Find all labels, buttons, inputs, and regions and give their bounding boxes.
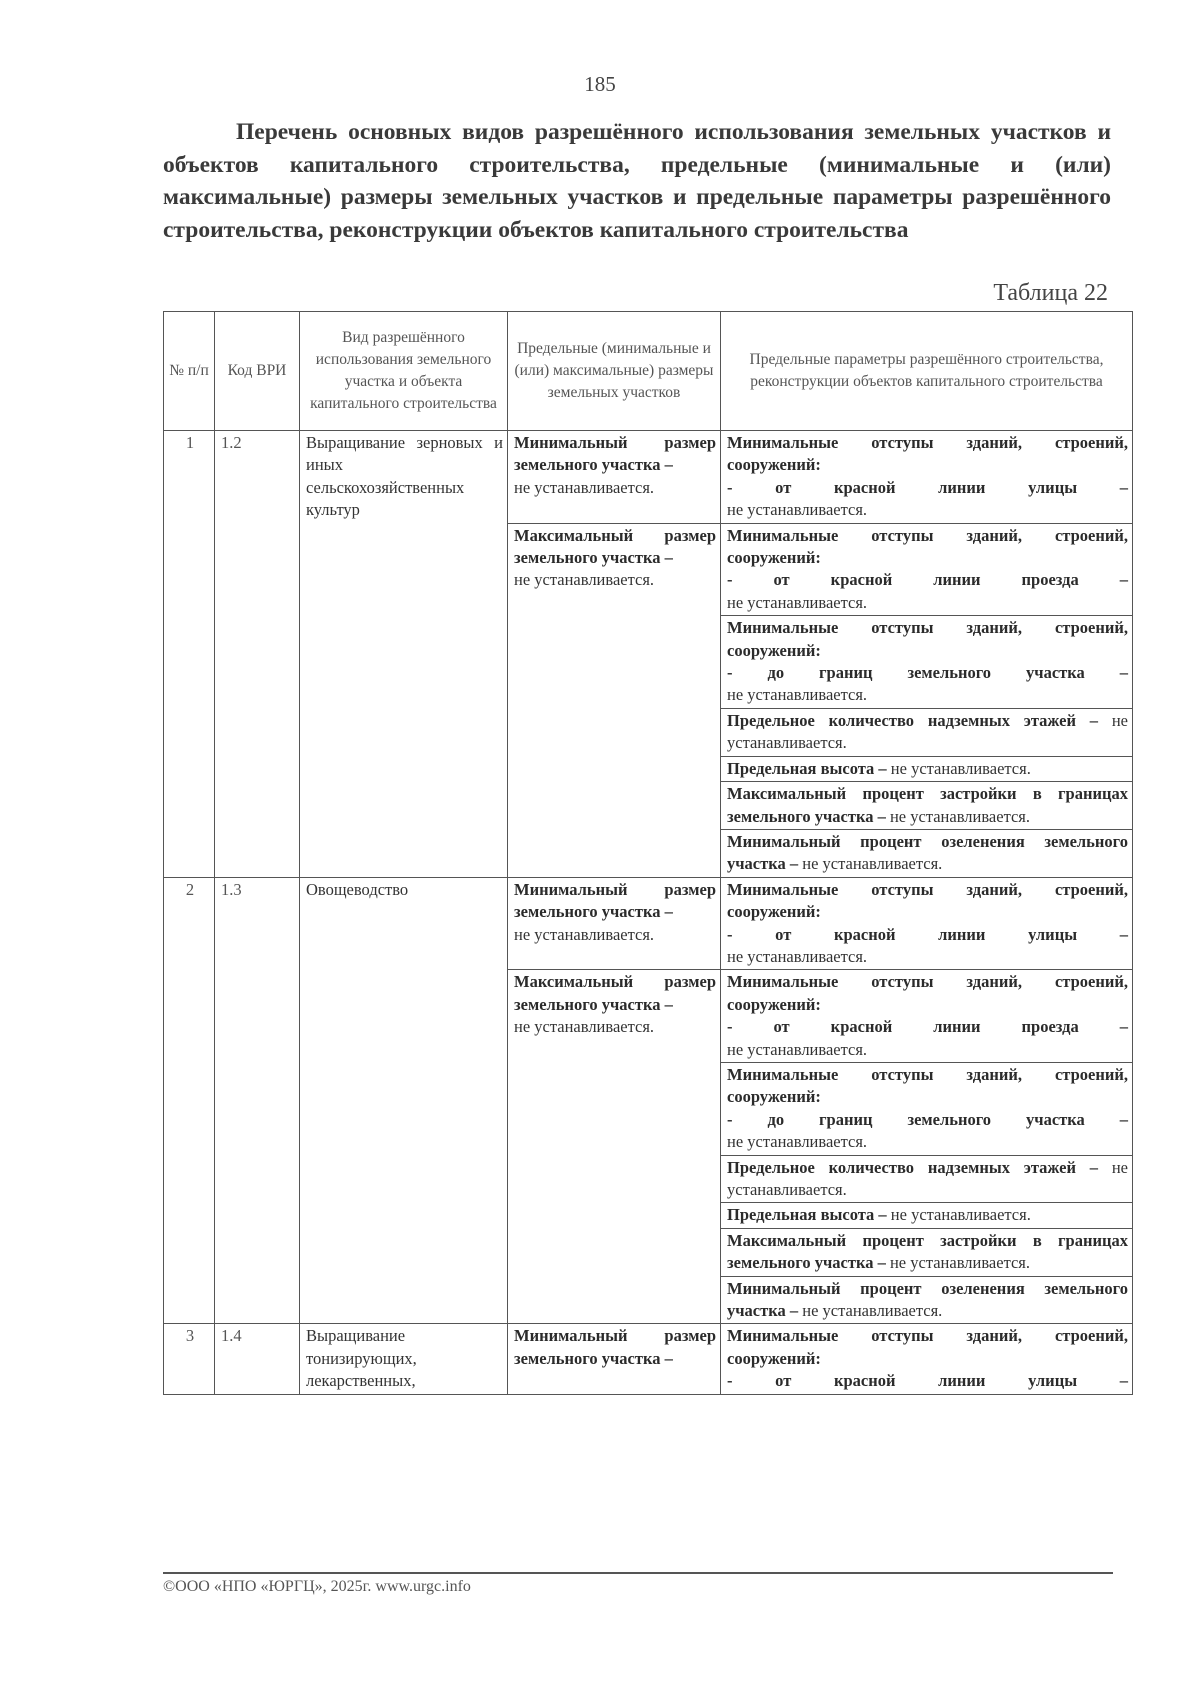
footer-divider [163,1572,1113,1574]
param-item: - от красной линии улицы – [727,477,1128,497]
row-number: 3 [164,1324,215,1394]
param-cell [721,1155,1133,1203]
param-cell [721,970,1133,1063]
param-label: Максимальный процент застройки в границах земельного участка – [727,784,1128,826]
param-label: Минимальные отступы зданий, строений, сооружений: [727,879,1128,922]
param-label: Минимальные отступы зданий, строений, сооружений: [727,433,1128,475]
param-item: - от красной линии улицы – [727,924,1128,944]
param-cell [721,431,1133,524]
param-value: не устанавливается. [889,1253,1031,1273]
param-label: Минимальные отступы зданий, строений, сооружений: [727,525,1128,568]
size-cell [508,877,721,970]
param-label: Максимальный процент застройки в границах земельного участка – [727,1230,1128,1273]
row-kind: Выращивание тонизирующих, лекарственных, [300,1324,508,1394]
size-label: Максимальный размер земельного участка – [514,525,716,568]
table-caption: Таблица 22 [993,280,1108,306]
param-label: Минимальные отступы зданий, строений, сооружений: [727,618,1128,660]
row-code: 1.3 [215,877,300,1324]
row-kind: Овощеводство [300,877,508,1324]
param-cell [721,782,1133,830]
param-label: Предельная высота – [727,758,887,778]
param-value: не устанавливается. [802,854,943,874]
size-value: не устанавливается. [514,570,655,590]
param-cell [721,523,1133,616]
table-row [164,1324,1133,1394]
param-value: не устанавливается. [727,592,868,612]
regulations-table [163,311,1133,1395]
size-label: Максимальный размер земельного участка – [514,972,716,1014]
param-label: Минимальные отступы зданий, строений, сооружений: [727,972,1128,1014]
header-size: Предельные (минимальные и (или) максимальные) размеры земельных участков [508,312,721,431]
header-kind: Вид разрешённого использования земельного участка и объекта капитального строительства [300,312,508,431]
header-num: № п/п [164,312,215,431]
document-title: Перечень основных видов разрешённого использования земельных участков и объектов капитального строительства, предельные (минимальные и (или) максимальные) размеры земельных участков и предельные параметры разрешённого строительства, реконструкции объектов капитального строительства [163,119,1111,243]
size-label: Минимальный размер земельного участка – [514,1326,716,1368]
param-label: Минимальные отступы зданий, строений, сооружений: [727,1064,1128,1107]
size-cell [508,1324,721,1394]
size-cell [508,970,721,1324]
param-cell [721,1324,1133,1394]
param-value: не устанавливается. [890,1205,1031,1225]
size-cell [508,431,721,524]
header-code: Код ВРИ [215,312,300,431]
param-item: - от красной линии проезда – [727,1017,1128,1037]
param-item: - от красной линии улицы – [727,1371,1128,1391]
row-code: 1.4 [215,1324,300,1394]
param-cell [721,829,1133,877]
param-item: - до границ земельного участка – [727,663,1128,683]
param-item: - до границ земельного участка – [727,1109,1128,1129]
param-value: не устанавливается. [727,710,1128,753]
size-value: не устанавливается. [514,924,655,944]
param-cell [721,877,1133,970]
row-number: 2 [164,877,215,1324]
table-row [164,877,1133,970]
param-cell [721,756,1133,781]
param-cell [721,1276,1133,1324]
footer-copyright: ©ООО «НПО «ЮРГЦ», 2025г. www.urgc.info [163,1578,471,1595]
header-params: Предельные параметры разрешённого строительства, реконструкции объектов капитального строительства [721,312,1133,431]
size-value: не устанавливается. [514,1017,655,1037]
param-value: не устанавливается. [727,685,868,705]
param-value: не устанавливается. [890,758,1031,778]
page-number: 185 [584,72,616,96]
param-label: Предельное количество надземных этажей – [727,710,1099,730]
param-value: не устанавливается. [727,1039,868,1059]
size-value: не устанавливается. [514,477,655,497]
param-label: Минимальный процент озеленения земельного участка – [727,1278,1128,1321]
param-cell [721,1203,1133,1228]
param-value: не устанавливается. [727,1157,1128,1199]
param-value: не устанавливается. [727,946,868,966]
param-label: Минимальные отступы зданий, строений, сооружений: [727,1326,1128,1368]
size-cell [508,523,721,877]
param-value: не устанавливается. [802,1301,943,1321]
size-label: Минимальный размер земельного участка – [514,433,716,475]
param-value: не устанавливается. [727,1132,868,1152]
table-header-row [164,312,1133,431]
table-row [164,431,1133,524]
param-label: Предельная высота – [727,1205,887,1225]
param-label: Минимальный процент озеленения земельного участка – [727,831,1128,874]
param-cell [721,1062,1133,1155]
row-kind: Выращивание зерновых и иных сельскохозяйственных культур [300,431,508,878]
param-label: Предельное количество надземных этажей – [727,1157,1099,1177]
table-body [164,431,1133,1395]
size-label: Минимальный размер земельного участка – [514,879,716,922]
row-code: 1.2 [215,431,300,878]
param-cell [721,708,1133,756]
param-value: не устанавливается. [727,500,868,520]
param-value: не устанавливается. [889,806,1031,826]
param-item: - от красной линии проезда – [727,570,1128,590]
param-cell [721,616,1133,709]
row-number: 1 [164,431,215,878]
param-cell [721,1228,1133,1276]
